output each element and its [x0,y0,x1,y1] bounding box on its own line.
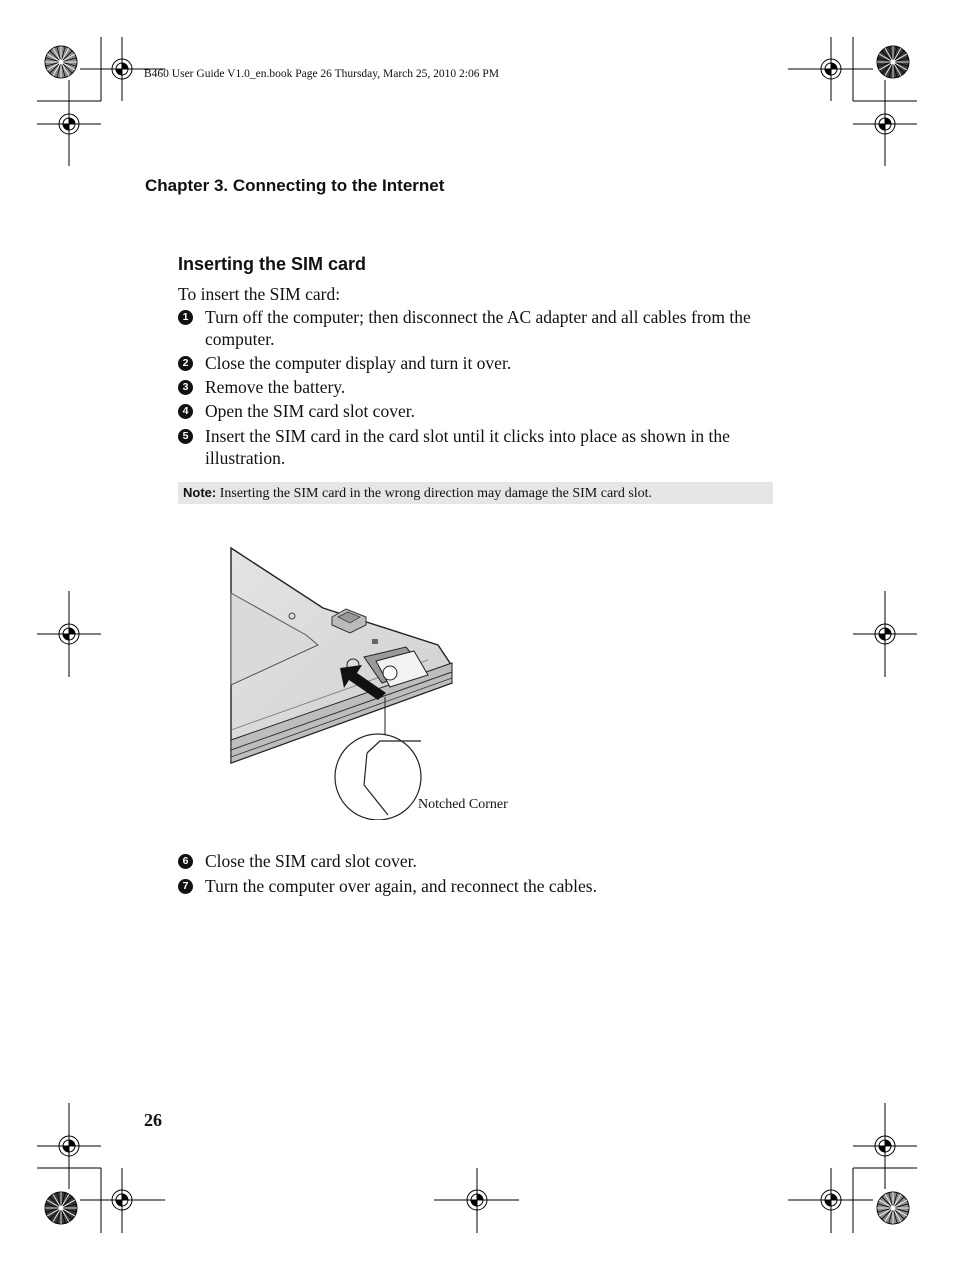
step-number-badge: 1 [178,310,193,325]
intro-text: To insert the SIM card: [178,284,341,304]
step-item [178,426,778,469]
step-text: Close the computer display and turn it over. [205,353,512,373]
color-bar-star-icon [45,1192,77,1224]
step-item [178,401,778,423]
step-item [178,307,778,350]
step-item [178,353,778,375]
chapter-heading: Chapter 3. Connecting to the Internet [145,176,445,195]
color-bar-star-icon [45,46,77,78]
step-text: Open the SIM card slot cover. [205,401,415,421]
note-text: Inserting the SIM card in the wrong direction may damage the SIM card slot. [219,486,653,501]
step-text: Insert the SIM card in the card slot until it clicks into place as shown in the illustration. [205,426,730,468]
step-item [178,851,778,873]
page-number: 26 [144,1110,162,1130]
step-number-badge: 2 [178,356,193,371]
step-text: Turn off the computer; then disconnect the AC adapter and all cables from the computer. [205,307,751,349]
step-number-badge: 5 [178,429,193,444]
step-number-badge: 4 [178,404,193,419]
note-box [178,482,773,504]
step-number-badge: 7 [178,879,193,894]
step-text: Remove the battery. [205,377,346,397]
step-item [178,876,778,898]
step-number-badge: 3 [178,380,193,395]
step-number-badge: 6 [178,854,193,869]
step-text: Turn the computer over again, and reconnect the cables. [205,876,597,896]
print-slug: B460 User Guide V1.0_en.book Page 26 Thursday, March 25, 2010 2:06 PM [144,68,499,80]
step-text: Close the SIM card slot cover. [205,851,417,871]
notched-corner-callout: Notched Corner [418,797,508,812]
section-title: Inserting the SIM card [178,254,367,274]
color-bar-star-icon [877,46,909,78]
color-bar-star-icon [877,1192,909,1224]
sim-card-insertion-illustration [228,545,528,820]
note-label: Note: [183,485,217,500]
step-item [178,377,778,399]
